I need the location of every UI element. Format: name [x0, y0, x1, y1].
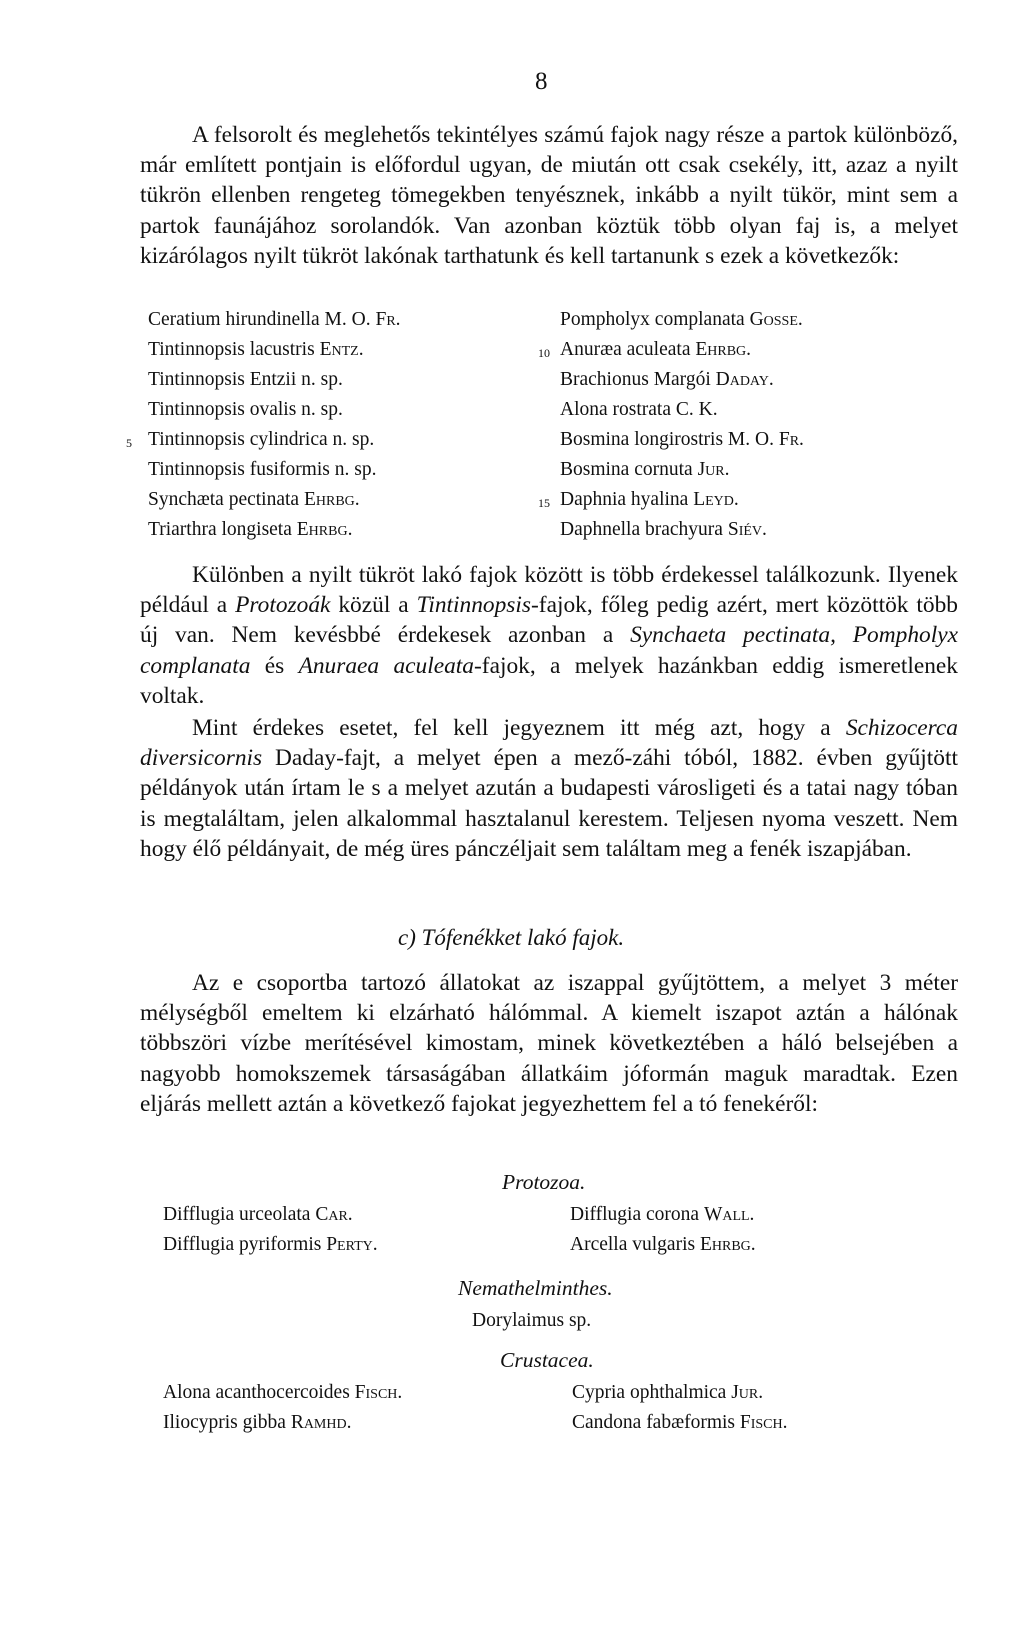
section-heading: c) Tófenékket lakó fajok. — [398, 925, 625, 950]
species-author: Ehrbg. — [699, 1234, 756, 1255]
species-item: Dorylaimus sp. — [472, 1310, 592, 1331]
crustacea-list-right — [572, 1378, 788, 1438]
species-author: Ramhd. — [290, 1412, 352, 1433]
page-number: 8 — [535, 68, 548, 95]
species-item — [148, 365, 401, 395]
species-item — [148, 515, 401, 545]
group-heading-nemathelminthes: Nemathelminthes. — [458, 1276, 613, 1300]
species-name: Difflugia urceolata — [163, 1204, 311, 1225]
species-name: Iliocypris gibba — [163, 1412, 286, 1433]
species-author: Fisch. — [739, 1412, 788, 1433]
line-number: 10 — [538, 346, 550, 360]
species-name: Difflugia corona — [570, 1204, 700, 1225]
protozoa-list-right — [570, 1200, 756, 1260]
species-list-left — [126, 305, 401, 545]
species-name: Anuræa aculeata — [560, 339, 691, 360]
species-author: Car. — [315, 1204, 353, 1225]
line-number: 15 — [538, 496, 550, 510]
species-item — [560, 395, 804, 425]
species-item — [163, 1408, 402, 1438]
species-name: Bosmina cornuta — [560, 459, 693, 480]
species-name: Synchæta pectinata — [148, 489, 300, 510]
species-item — [148, 455, 401, 485]
paragraph-schizocerca: Mint érdekes esetet, fel kell jegyeznem itt még azt, hogy a Schizocerca diversicornis Daday-fajt, a melyet épen a mező-záhi tóból, 1882. évben gyűjtött példányok után írtam le s a melyet azután a budapesti városligeti és a tatai nagy tóban is megtaláltam, jelen alkalommal hasztalanul kerestem. Teljesen nyoma veszett. Nem hogy élő példányait, de még üres pánczéljait sem találtam meg a fenék iszapjában. — [140, 715, 958, 862]
species-author: Wall. — [703, 1204, 755, 1225]
species-name: Daphnia hyalina — [560, 489, 689, 510]
species-item — [163, 1378, 402, 1408]
species-item — [538, 335, 804, 365]
protozoa-list-left — [163, 1200, 378, 1260]
paragraph-bottom-fauna: Az e csoportba tartozó állatokat az iszappal gyűjtöttem, a melyet 3 méter mélységből emeltem ki elzárható hálómmal. A kiemelt iszapot aztán a hálónak többszöri vízbe merítésével kimostam, minek következtében a háló belsejében a nagyobb homokszemek társaságában állatkáim jóformán maguk maradtak. Ezen eljárás mellett aztán a következő fajokat jegyezhettem fel a tó fenekéről: — [140, 970, 958, 1117]
species-item — [148, 305, 401, 335]
species-name: Bosmina longirostris M. O. — [560, 429, 774, 450]
species-name: Brachionus Margói — [560, 369, 711, 390]
species-name: Tintinnopsis lacustris — [148, 339, 315, 360]
group-heading-crustacea: Crustacea. — [500, 1348, 594, 1372]
species-item — [570, 1200, 756, 1230]
species-item — [148, 335, 401, 365]
nemathelminthes-list — [472, 1306, 591, 1336]
species-author: Leyd. — [693, 489, 739, 510]
crustacea-list-left — [163, 1378, 402, 1438]
species-name: Cypria ophthalmica — [572, 1382, 727, 1403]
paragraph-intro: A felsorolt és meglehetős tekintélyes számú fajok nagy része a partok különböző, már említett pontjain is előfordul ugyan, de miután ott csak csekély, itt, azaz a nyilt tükrön ellenben rengeteg tömegekben tenyésznek, inkább a nyilt tükör, mint sem a partok faunájához sorolandók. Van azonban köztük több olyan faj is, a melyet kizárólagos nyilt tükröt lakónak tarthatunk és kell tartanunk s ezek a következők: — [140, 122, 958, 269]
species-name: Ceratium hirundinella M. O. — [148, 309, 371, 330]
species-name: Tintinnopsis fusiformis n. sp. — [148, 459, 377, 480]
species-author: Perty. — [326, 1234, 378, 1255]
species-author: Fr. — [375, 309, 401, 330]
species-author: Entz. — [319, 339, 364, 360]
species-name: Triarthra longiseta — [148, 519, 292, 540]
species-author: Ehrbg. — [695, 339, 752, 360]
species-item — [148, 395, 401, 425]
species-author: Fisch. — [354, 1382, 403, 1403]
species-author: Gosse. — [749, 309, 803, 330]
species-author: Ehrbg. — [303, 489, 360, 510]
species-item — [560, 305, 804, 335]
species-name: Tintinnopsis cylindrica n. sp. — [148, 429, 375, 450]
species-item — [538, 485, 804, 515]
species-item — [163, 1230, 378, 1260]
species-item — [560, 515, 804, 545]
line-number: 5 — [126, 436, 132, 450]
species-item — [126, 425, 401, 455]
species-name: Pompholyx complanata — [560, 309, 745, 330]
species-name: Tintinnopsis ovalis n. sp. — [148, 399, 343, 420]
species-item — [560, 455, 804, 485]
species-author: Fr. — [778, 429, 804, 450]
group-heading-protozoa: Protozoa. — [502, 1170, 586, 1194]
species-name: Candona fabæformis — [572, 1412, 736, 1433]
species-item — [572, 1408, 788, 1438]
species-item — [163, 1200, 378, 1230]
species-list-right — [538, 305, 804, 545]
paragraph-interesting-species: Különben a nyilt tükröt lakó fajok között is több érdekessel találkozunk. Ilyenek például a Protozoák közül a Tintinnopsis-fajok, főleg pedig azért, mert közöttök több új van. Nem kevésbbé érdekesek azonban a Synchaeta pectinata, Pompholyx complanata és Anuraea aculeata-fajok, a melyek hazánkban eddig ismeretlenek voltak. — [140, 562, 958, 709]
species-name: Daphnella brachyura — [560, 519, 723, 540]
species-name: Tintinnopsis Entzii n. sp. — [148, 369, 343, 390]
species-item — [560, 425, 804, 455]
species-item — [570, 1230, 756, 1260]
species-item — [560, 365, 804, 395]
species-author: Ehrbg. — [296, 519, 353, 540]
species-name: Difflugia pyriformis — [163, 1234, 322, 1255]
species-author: Jur. — [731, 1382, 764, 1403]
species-item — [572, 1378, 788, 1408]
species-name: Alona acanthocercoides — [163, 1382, 350, 1403]
species-name: Alona rostrata C. K. — [560, 399, 718, 420]
species-item — [148, 485, 401, 515]
species-name: Arcella vulgaris — [570, 1234, 696, 1255]
species-author: Jur. — [697, 459, 730, 480]
species-author: Siév. — [727, 519, 767, 540]
species-author: Daday. — [715, 369, 774, 390]
